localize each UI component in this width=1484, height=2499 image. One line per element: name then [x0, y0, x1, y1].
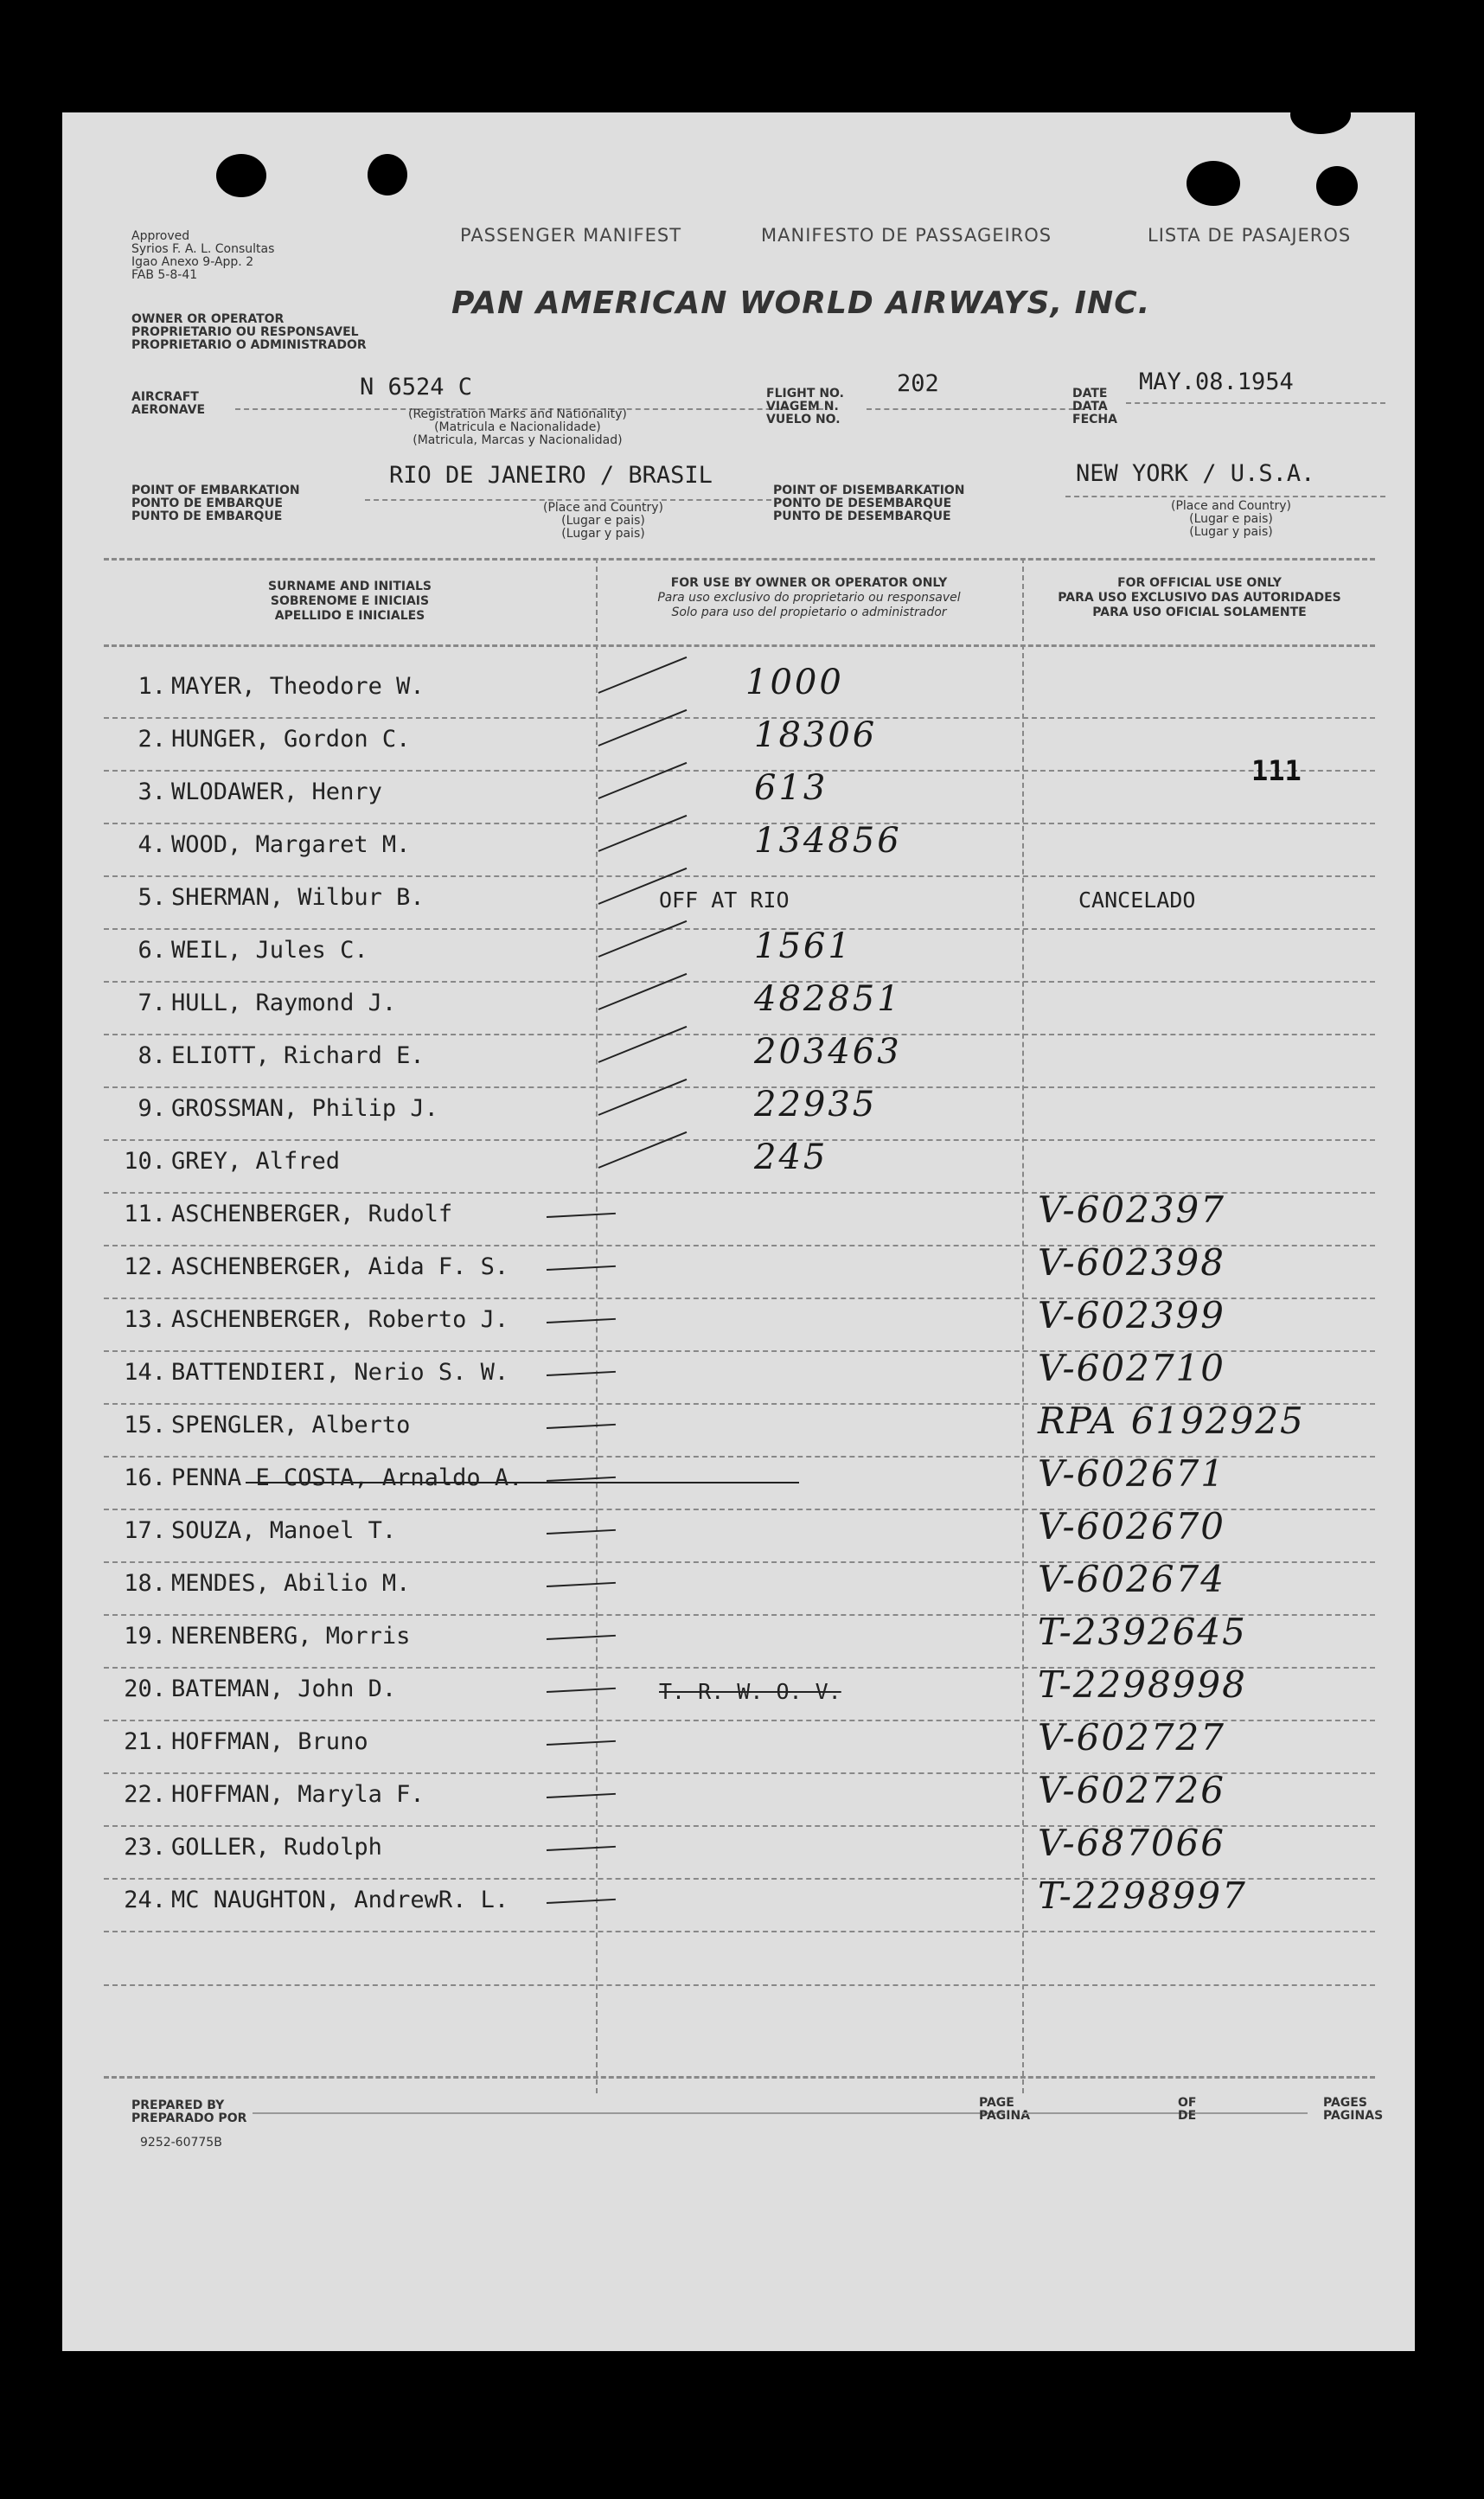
- official-entry: T-2298998: [1038, 1663, 1247, 1706]
- col-header-name: SURNAME AND INITIALS SOBRENOME E INICIAIS APELLIDO E INICIALES: [268, 580, 432, 623]
- check-mark: [547, 1424, 616, 1429]
- passenger-name: SOUZA, Manoel T.: [171, 1517, 397, 1544]
- col-header-official: FOR OFFICIAL USE ONLY PARA USO EXCLUSIVO DAS AUTORIDADES PARA USO OFICIAL SOLAMENTE: [1058, 576, 1341, 619]
- passenger-number: 19.: [124, 1623, 166, 1650]
- airline-name: PAN AMERICAN WORLD AIRWAYS, INC.: [451, 285, 1151, 321]
- passenger-number: 22.: [124, 1781, 166, 1808]
- passenger-name: ASCHENBERGER, Roberto J.: [171, 1306, 509, 1333]
- passenger-number: 13.: [124, 1306, 166, 1333]
- owner-entry: 22935: [754, 1085, 878, 1125]
- table-row: [62, 1137, 1415, 1194]
- table-row: [62, 1611, 1415, 1669]
- aircraft-sub: (Registration Marks and Nationality) (Matricula e Nacionalidade) (Matricula, Marcas y Nacionalidad): [408, 407, 627, 447]
- passenger-number: 12.: [124, 1253, 166, 1280]
- table-row: [62, 877, 1415, 930]
- owner-entry: T. R. W. O. V.: [659, 1679, 841, 1704]
- check-mark: [547, 1635, 616, 1640]
- passenger-name: HULL, Raymond J.: [171, 990, 397, 1016]
- table-row: [62, 1189, 1415, 1246]
- passenger-number: 3.: [138, 779, 166, 805]
- disembark-value: NEW YORK / U.S.A.: [1076, 460, 1315, 487]
- table-row: [62, 1032, 1415, 1088]
- approval-block: Approved Syrios F. A. L. Consultas Igao Anexo 9-App. 2 FAB 5-8-41: [131, 229, 275, 282]
- check-mark: [547, 1529, 616, 1535]
- passenger-name: MAYER, Theodore W.: [171, 673, 425, 700]
- check-mark: [547, 1688, 616, 1693]
- date-underline: [1126, 402, 1385, 404]
- row-separator: [104, 1984, 1375, 1986]
- flight-underline: [867, 408, 1083, 410]
- official-entry: V-602398: [1038, 1241, 1225, 1284]
- table-row: [62, 715, 1415, 772]
- passenger-number: 14.: [124, 1359, 166, 1386]
- passenger-name: GREY, Alfred: [171, 1148, 341, 1175]
- flight-label: FLIGHT NO. VIAGEM N. VUELO NO.: [766, 387, 844, 426]
- passenger-name: WEIL, Jules C.: [171, 937, 368, 964]
- official-entry: T-2392645: [1038, 1611, 1247, 1653]
- passenger-number: 15.: [124, 1412, 166, 1439]
- table-row: [62, 1716, 1415, 1774]
- check-mark: [547, 1371, 616, 1376]
- table-top-border: [104, 558, 1375, 561]
- title-lista: LISTA DE PASAJEROS: [1148, 225, 1352, 246]
- passenger-number: 4.: [138, 831, 166, 858]
- passenger-number: 20.: [124, 1676, 166, 1702]
- embark-label: POINT OF EMBARKATION PONTO DE EMBARQUE PUNTO DE EMBARQUE: [131, 484, 300, 523]
- owner-entry: OFF AT RIO: [659, 887, 790, 913]
- passenger-name: ELIOTT, Richard E.: [171, 1042, 425, 1069]
- passenger-number: 21.: [124, 1728, 166, 1755]
- official-entry: V-602710: [1038, 1347, 1225, 1389]
- disembark-sub: (Place and Country) (Lugar e pais) (Lugar y pais): [1171, 499, 1292, 539]
- official-entry: V-602671: [1038, 1452, 1225, 1495]
- date-label: DATE DATA FECHA: [1072, 387, 1117, 426]
- passenger-name: WLODAWER, Henry: [171, 779, 382, 805]
- official-entry: V-687066: [1038, 1822, 1225, 1864]
- owner-entry: 18306: [754, 715, 878, 755]
- owner-entry: 134856: [754, 821, 902, 861]
- passenger-name: BATTENDIERI, Nerio S. W.: [171, 1359, 509, 1386]
- passenger-name: HOFFMAN, Bruno: [171, 1728, 368, 1755]
- passenger-number: 17.: [124, 1517, 166, 1544]
- check-mark: [547, 1266, 616, 1271]
- aircraft-label: AIRCRAFT AERONAVE: [131, 390, 206, 417]
- punch-hole-left: [216, 154, 266, 197]
- manifest-sheet: [62, 112, 1415, 2351]
- passenger-name: MENDES, Abilio M.: [171, 1570, 411, 1597]
- passenger-number: 2.: [138, 726, 166, 753]
- official-entry: V-602670: [1038, 1505, 1225, 1547]
- official-mark: 111: [1251, 754, 1302, 787]
- passenger-number: 5.: [138, 884, 166, 911]
- table-row: [62, 1505, 1415, 1563]
- title-passenger-manifest: PASSENGER MANIFEST: [460, 225, 682, 246]
- prepared-by-label: PREPARED BY PREPARADO POR: [131, 2099, 247, 2125]
- passenger-name: GROSSMAN, Philip J.: [171, 1095, 438, 1122]
- torn-corner: [1290, 112, 1351, 134]
- passenger-number: 16.: [124, 1464, 166, 1491]
- prepared-by-underline: [253, 2112, 1005, 2114]
- official-entry: CANCELADO: [1078, 887, 1196, 913]
- passenger-name: ASCHENBERGER, Aida F. S.: [171, 1253, 509, 1280]
- passenger-number: 1.: [138, 673, 166, 700]
- passenger-number: 6.: [138, 937, 166, 964]
- table-row: [62, 1558, 1415, 1616]
- title-manifesto: MANIFESTO DE PASSAGEIROS: [761, 225, 1052, 246]
- check-mark: [598, 657, 688, 694]
- passenger-name: BATEMAN, John D.: [171, 1676, 397, 1702]
- table-row: [62, 1769, 1415, 1827]
- owner-entry: 1561: [754, 926, 853, 966]
- passenger-number: 9.: [138, 1095, 166, 1122]
- official-entry: T-2298997: [1038, 1874, 1247, 1917]
- table-row: [62, 1400, 1415, 1458]
- passenger-number: 8.: [138, 1042, 166, 1069]
- check-mark: [547, 1740, 616, 1746]
- passenger-name: GOLLER, Rudolph: [171, 1834, 382, 1861]
- date-value: MAY.08.1954: [1139, 368, 1294, 395]
- table-row: [62, 1347, 1415, 1405]
- official-entry: V-602399: [1038, 1294, 1225, 1336]
- table-row: [62, 821, 1415, 877]
- check-mark: [547, 1846, 616, 1851]
- owner-entry: 1000: [745, 663, 844, 702]
- flight-value: 202: [897, 370, 939, 397]
- table-row: [62, 1874, 1415, 1932]
- passenger-name: HUNGER, Gordon C.: [171, 726, 411, 753]
- official-entry: V-602674: [1038, 1558, 1225, 1600]
- table-row: [62, 1452, 1415, 1510]
- punch-hole-right: [1187, 161, 1240, 206]
- passenger-name: PENNA E COSTA, Arnaldo A.: [171, 1464, 523, 1491]
- page-underline: [1022, 2112, 1230, 2114]
- disembark-label: POINT OF DISEMBARKATION PONTO DE DESEMBARQUE PUNTO DE DESEMBARQUE: [773, 484, 965, 523]
- passenger-number: 23.: [124, 1834, 166, 1861]
- passenger-number: 11.: [124, 1201, 166, 1227]
- check-mark: [547, 1582, 616, 1587]
- passenger-name: HOFFMAN, Maryla F.: [171, 1781, 425, 1808]
- owner-entry: 203463: [754, 1032, 902, 1072]
- table-row: [62, 663, 1415, 719]
- strike-line: [246, 1482, 799, 1483]
- owner-entry: 245: [754, 1137, 828, 1177]
- passenger-name: SHERMAN, Wilbur B.: [171, 884, 425, 911]
- official-entry: V-602397: [1038, 1189, 1225, 1231]
- official-entry: V-602726: [1038, 1769, 1225, 1811]
- table-row: [62, 1085, 1415, 1141]
- check-mark: [547, 1793, 616, 1798]
- embark-sub: (Place and Country) (Lugar e pais) (Lugar y pais): [543, 501, 664, 541]
- table-row: [62, 979, 1415, 1035]
- official-entry: V-602727: [1038, 1716, 1225, 1759]
- of-underline: [1204, 2112, 1308, 2114]
- owner-entry: 482851: [754, 979, 902, 1019]
- table-row: [62, 1294, 1415, 1352]
- disembark-underline: [1065, 496, 1385, 497]
- punch-hole-right-2: [1316, 166, 1358, 206]
- owner-label: OWNER OR OPERATOR PROPRIETARIO OU RESPONSAVEL PROPRIETARIO O ADMINISTRADOR: [131, 312, 367, 352]
- passenger-number: 7.: [138, 990, 166, 1016]
- passenger-name: SPENGLER, Alberto: [171, 1412, 411, 1439]
- passenger-name: ASCHENBERGER, Rudolf: [171, 1201, 453, 1227]
- page-label: PAGE PAGINA: [979, 2096, 1031, 2123]
- punch-hole-left-2: [368, 154, 407, 195]
- check-mark: [547, 1899, 616, 1904]
- table-bottom-border: [104, 2076, 1375, 2079]
- passenger-number: 18.: [124, 1570, 166, 1597]
- pages-label: PAGES PAGINAS: [1323, 2096, 1384, 2123]
- table-row: [62, 1241, 1415, 1299]
- check-mark: [547, 1213, 616, 1218]
- form-number: 9252-60775B: [140, 2136, 222, 2150]
- passenger-number: 24.: [124, 1887, 166, 1913]
- table-row: [62, 1663, 1415, 1721]
- passenger-name: WOOD, Margaret M.: [171, 831, 411, 858]
- owner-entry: 613: [754, 768, 828, 808]
- official-entry: RPA 6192925: [1038, 1400, 1305, 1442]
- table-row: [62, 926, 1415, 983]
- col-header-owner: FOR USE BY OWNER OR OPERATOR ONLY Para uso exclusivo do proprietario ou responsavel Solo para uso del propietario o administrador: [657, 576, 961, 619]
- passenger-name: NERENBERG, Morris: [171, 1623, 411, 1650]
- passenger-number: 10.: [124, 1148, 166, 1175]
- row-separator: [104, 1931, 1375, 1932]
- of-label: OF DE: [1178, 2096, 1197, 2123]
- check-mark: [547, 1318, 616, 1323]
- table-header-border: [104, 644, 1375, 647]
- table-row: [62, 1822, 1415, 1880]
- passenger-name: MC NAUGHTON, AndrewR. L.: [171, 1887, 509, 1913]
- embark-value: RIO DE JANEIRO / BRASIL: [389, 462, 713, 489]
- aircraft-value: N 6524 C: [360, 374, 473, 400]
